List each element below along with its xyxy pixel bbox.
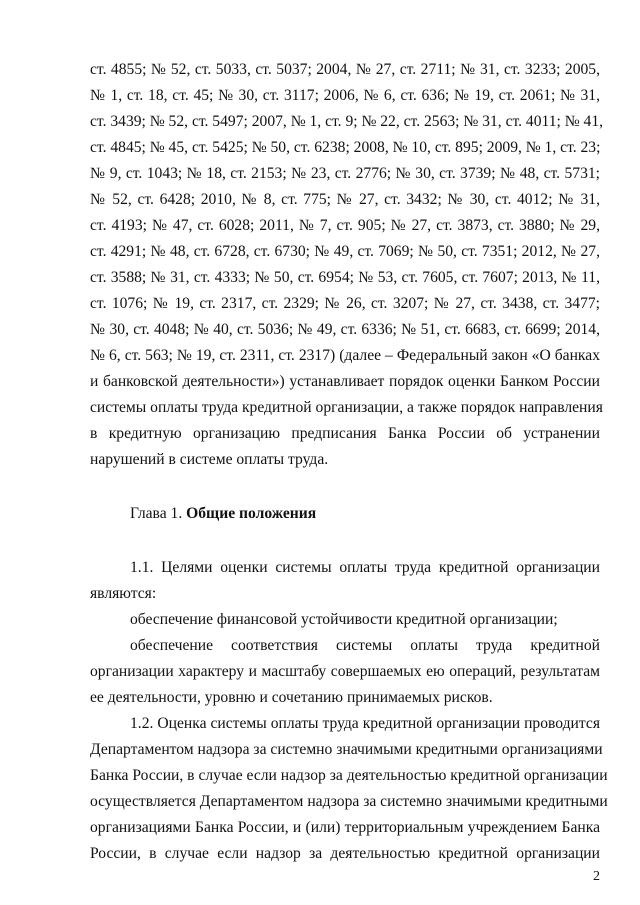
text-line: № 6, ст. 563; № 19, ст. 2311, ст. 2317) (далее – Федеральный закон «О банках xyxy=(90,347,600,364)
text-line: ст. 1076; № 19, ст. 2317, ст. 2329; № 26, ст. 3207; № 27, ст. 3438, ст. 3477; xyxy=(90,295,600,312)
paragraph-line: России, в случае если надзор за деятельностью кредитной организации xyxy=(90,845,600,862)
text-line: ст. 4855; № 52, ст. 5033, ст. 5037; 2004, № 27, ст. 2711; № 31, ст. 3233; 2005, xyxy=(90,61,600,78)
chapter-prefix: Глава 1. xyxy=(130,505,183,522)
text-line: ст. 4193; № 47, ст. 6028; 2011, № 7, ст. 905; № 27, ст. 3873, ст. 3880; № 29, xyxy=(90,217,600,234)
text-line: № 9, ст. 1043; № 18, ст. 2153; № 23, ст. 2776; № 30, ст. 3739; № 48, ст. 5731; xyxy=(90,165,600,182)
text-line: ст. 3588; № 31, ст. 4333; № 50, ст. 6954; № 53, ст. 7605, ст. 7607; 2013, № 11, xyxy=(90,269,600,286)
text-line: ст. 3439; № 52, ст. 5497; 2007, № 1, ст. 9; № 22, ст. 2563; № 31, ст. 4011; № 41, xyxy=(90,113,604,130)
text-line: ст. 4291; № 48, ст. 6728, ст. 6730; № 49, ст. 7069; № 50, ст. 7351; 2012, № 27, xyxy=(90,243,600,260)
paragraph-line: Департаментом надзора за системно значимыми кредитными организациями xyxy=(90,741,603,758)
text-line: № 1, ст. 18, ст. 45; № 30, ст. 3117; 2006, № 6, ст. 636; № 19, ст. 2061; № 31, xyxy=(90,87,600,104)
paragraph-line: 1.2. Оценка системы оплаты труда кредитной организации проводится xyxy=(130,715,600,732)
chapter-heading xyxy=(130,504,430,524)
text-line: нарушений в системе оплаты труда. xyxy=(90,451,329,468)
text-line: № 30, ст. 4048; № 40, ст. 5036; № 49, ст. 6336; № 51, ст. 6683, ст. 6699; 2014, xyxy=(90,321,600,338)
text-line: в кредитную организацию предписания Банка России об устранении xyxy=(90,425,600,442)
paragraph-line: Банка России, в случае если надзор за деятельностью кредитной организации xyxy=(90,767,608,784)
paragraph-line: обеспечение соответствия системы оплаты труда кредитной xyxy=(130,637,600,654)
page-number: 2 xyxy=(593,869,600,884)
paragraph-line: ее деятельности, уровню и сочетанию принимаемых рисков. xyxy=(90,689,493,706)
paragraph-line: являются: xyxy=(90,585,157,602)
chapter-title: Общие положения xyxy=(186,505,317,522)
paragraph-line: осуществляется Департаментом надзора за системно значимыми кредитными xyxy=(90,793,608,810)
paragraph-line: 1.1. Целями оценки системы оплаты труда кредитной организации xyxy=(130,559,600,576)
paragraph-line: обеспечение финансовой устойчивости кредитной организации; xyxy=(130,611,558,628)
text-line: системы оплаты труда кредитной организации, а также порядок направления xyxy=(90,399,603,416)
paragraph-line: организациями Банка России, и (или) территориальным учреждением Банка xyxy=(90,819,600,836)
text-line: № 52, ст. 6428; 2010, № 8, ст. 775; № 27, ст. 3432; № 30, ст. 4012; № 31, xyxy=(90,191,600,208)
paragraph-line: организации характеру и масштабу совершаемых ею операций, результатам xyxy=(90,663,600,680)
text-line: ст. 4845; № 45, ст. 5425; № 50, ст. 6238; 2008, № 10, ст. 895; 2009, № 1, ст. 23; xyxy=(90,139,601,156)
text-line: и банковской деятельности») устанавливает порядок оценки Банком России xyxy=(90,373,600,390)
